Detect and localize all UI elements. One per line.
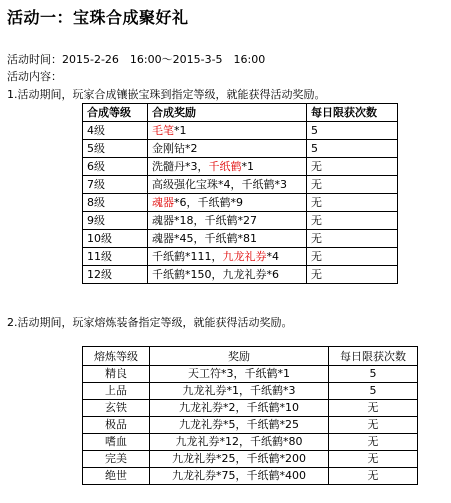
page-title: 活动一：宝珠合成聚好礼 <box>7 8 189 27</box>
table-row <box>83 468 418 485</box>
table-row <box>83 158 398 176</box>
highlighted-reward-text: 毛笔 <box>152 124 174 137</box>
limit-cell: 无 <box>329 434 418 451</box>
table-header-row <box>83 104 398 122</box>
level-cell: 玄铁 <box>83 400 150 417</box>
limit-cell: 无 <box>307 194 398 212</box>
reward-cell <box>148 230 307 248</box>
smelting-reward-table <box>82 346 418 485</box>
level-cell: 精良 <box>83 366 150 383</box>
synthesis-reward-table <box>82 103 398 284</box>
table-row <box>83 140 398 158</box>
limit-cell: 5 <box>307 140 398 158</box>
limit-cell: 无 <box>307 158 398 176</box>
table-row <box>83 176 398 194</box>
highlighted-reward-text: 千纸鹤 <box>208 160 242 173</box>
limit-cell: 5 <box>329 383 418 400</box>
section-2-description: 2.活动期间，玩家熔炼装备指定等级，就能获得活动奖励。 <box>7 316 293 329</box>
level-cell: 绝世 <box>83 468 150 485</box>
table-row <box>83 122 398 140</box>
reward-text: 千纸鹤*150，九龙礼券*6 <box>152 268 279 281</box>
reward-text: 洗髓丹*3， <box>152 160 209 173</box>
table-row <box>83 366 418 383</box>
reward-text: 千纸鹤*111， <box>152 250 223 263</box>
reward-cell <box>148 194 307 212</box>
reward-cell <box>148 176 307 194</box>
limit-cell: 无 <box>307 230 398 248</box>
reward-cell: 九龙礼券*5，千纸鹤*25 <box>150 417 329 434</box>
section-1-description: 1.活动期间，玩家合成镶嵌宝珠到指定等级，就能获得活动奖励。 <box>7 88 326 101</box>
level-cell: 6级 <box>83 158 148 176</box>
limit-cell: 无 <box>307 248 398 266</box>
table-row <box>83 383 418 400</box>
reward-cell: 天工符*3，千纸鹤*1 <box>150 366 329 383</box>
level-cell: 嗜血 <box>83 434 150 451</box>
table-row <box>83 451 418 468</box>
reward-cell: 九龙礼券*75，千纸鹤*400 <box>150 468 329 485</box>
limit-cell: 无 <box>329 417 418 434</box>
highlighted-reward-text: 魂器 <box>152 196 174 209</box>
table-row <box>83 212 398 230</box>
limit-cell: 无 <box>307 212 398 230</box>
limit-cell: 无 <box>307 176 398 194</box>
level-cell: 11级 <box>83 248 148 266</box>
reward-cell <box>148 212 307 230</box>
level-cell: 极品 <box>83 417 150 434</box>
reward-text: 魂器*18，千纸鹤*27 <box>152 214 257 227</box>
level-cell: 上品 <box>83 383 150 400</box>
reward-cell: 九龙礼券*12，千纸鹤*80 <box>150 434 329 451</box>
limit-cell: 无 <box>329 400 418 417</box>
reward-cell <box>148 158 307 176</box>
level-cell: 12级 <box>83 266 148 284</box>
reward-text: *1 <box>174 124 187 137</box>
reward-cell: 九龙礼券*25，千纸鹤*200 <box>150 451 329 468</box>
reward-cell: 九龙礼券*2，千纸鹤*10 <box>150 400 329 417</box>
reward-cell <box>148 248 307 266</box>
reward-text: 高级强化宝珠*4，千纸鹤*3 <box>152 178 287 191</box>
reward-cell <box>148 122 307 140</box>
header-daily-limit: 每日限获次数 <box>329 347 418 366</box>
table-row <box>83 417 418 434</box>
table-row <box>83 248 398 266</box>
reward-text: 金刚钻*2 <box>152 142 198 155</box>
table-row <box>83 400 418 417</box>
level-cell: 7级 <box>83 176 148 194</box>
limit-cell: 无 <box>307 266 398 284</box>
reward-text: *4 <box>266 250 279 263</box>
content-label: 活动内容： <box>7 70 62 83</box>
level-cell: 4级 <box>83 122 148 140</box>
reward-cell <box>148 266 307 284</box>
table-row <box>83 194 398 212</box>
header-smelting-level: 熔炼等级 <box>83 347 150 366</box>
header-synthesis-reward: 合成奖励 <box>148 104 307 122</box>
table-row <box>83 230 398 248</box>
level-cell: 10级 <box>83 230 148 248</box>
limit-cell: 5 <box>307 122 398 140</box>
level-cell: 完美 <box>83 451 150 468</box>
reward-text: 魂器*45，千纸鹤*81 <box>152 232 257 245</box>
table-row <box>83 434 418 451</box>
limit-cell: 无 <box>329 451 418 468</box>
reward-cell <box>148 140 307 158</box>
reward-cell: 九龙礼券*1，千纸鹤*3 <box>150 383 329 400</box>
limit-cell: 无 <box>329 468 418 485</box>
reward-text: *1 <box>241 160 254 173</box>
table-row <box>83 266 398 284</box>
header-reward: 奖励 <box>150 347 329 366</box>
header-synthesis-level: 合成等级 <box>83 104 148 122</box>
event-time: 活动时间：2015-2-26 16:00～2015-3-5 16:00 <box>7 53 266 66</box>
header-daily-limit: 每日限获次数 <box>307 104 398 122</box>
reward-text: *6，千纸鹤*9 <box>174 196 243 209</box>
level-cell: 9级 <box>83 212 148 230</box>
limit-cell: 5 <box>329 366 418 383</box>
highlighted-reward-text: 九龙礼券 <box>222 250 267 263</box>
level-cell: 8级 <box>83 194 148 212</box>
table-header-row <box>83 347 418 366</box>
level-cell: 5级 <box>83 140 148 158</box>
